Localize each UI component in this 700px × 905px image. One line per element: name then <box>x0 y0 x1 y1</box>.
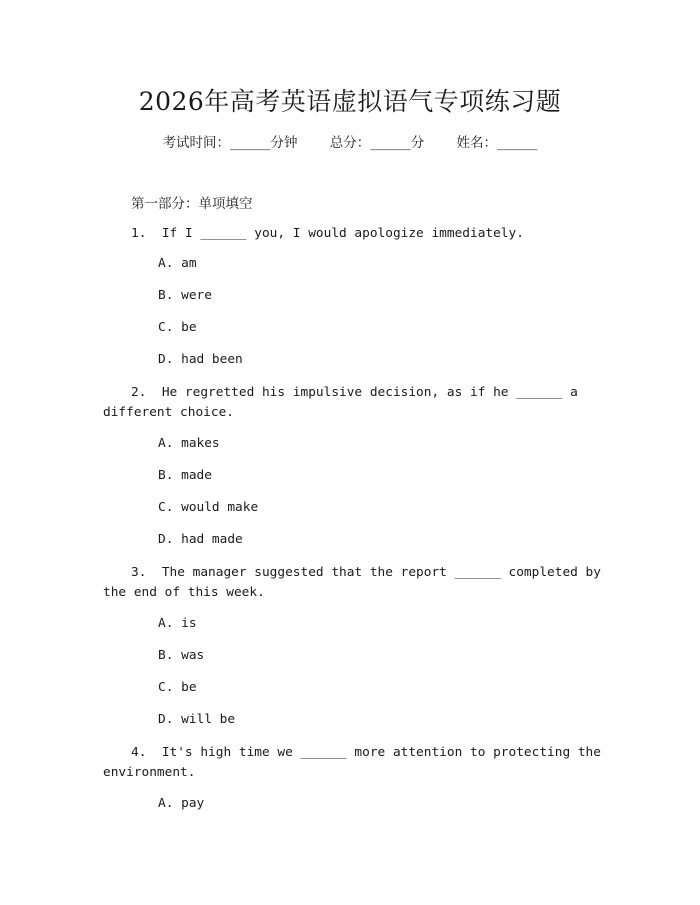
exam-meta <box>0 131 700 151</box>
question-1-option-b: B. were <box>158 288 212 303</box>
question-3-option-b: B. was <box>158 648 205 663</box>
question-2-option-d: D. had made <box>158 532 243 547</box>
exam-time: 考试时间：______分钟 <box>162 135 298 151</box>
page-title: 2026年高考英语虚拟语气专项练习题 <box>138 87 562 116</box>
question-1-option-c: C. be <box>158 320 197 335</box>
question-3: 3. The manager suggested that the report ______ completed by the end of this week. <box>103 565 609 600</box>
question-2: 2. He regretted his impulsive decision, as if he ______ a different choice. <box>103 385 586 420</box>
question-3-option-a: A. is <box>158 616 197 631</box>
question-1-option-a: A. am <box>158 256 197 271</box>
question-2-option-c: C. would make <box>158 500 259 515</box>
question-2-option-a: A. makes <box>158 436 220 451</box>
question-4-option-a: A. pay <box>158 796 205 811</box>
exam-score: 总分：______分 <box>329 135 425 151</box>
question-2-option-b: B. made <box>158 468 212 483</box>
question-1-option-d: D. had been <box>158 352 243 367</box>
question-3-option-d: D. will be <box>158 712 236 727</box>
section-title: 第一部分：单项填空 <box>131 196 253 212</box>
student-name: 姓名：______ <box>456 135 538 151</box>
question-1: 1. If I ______ you, I would apologize immediately. <box>131 226 524 241</box>
question-4: 4. It's high time we ______ more attention to protecting the environment. <box>103 745 609 780</box>
question-3-option-c: C. be <box>158 680 197 695</box>
